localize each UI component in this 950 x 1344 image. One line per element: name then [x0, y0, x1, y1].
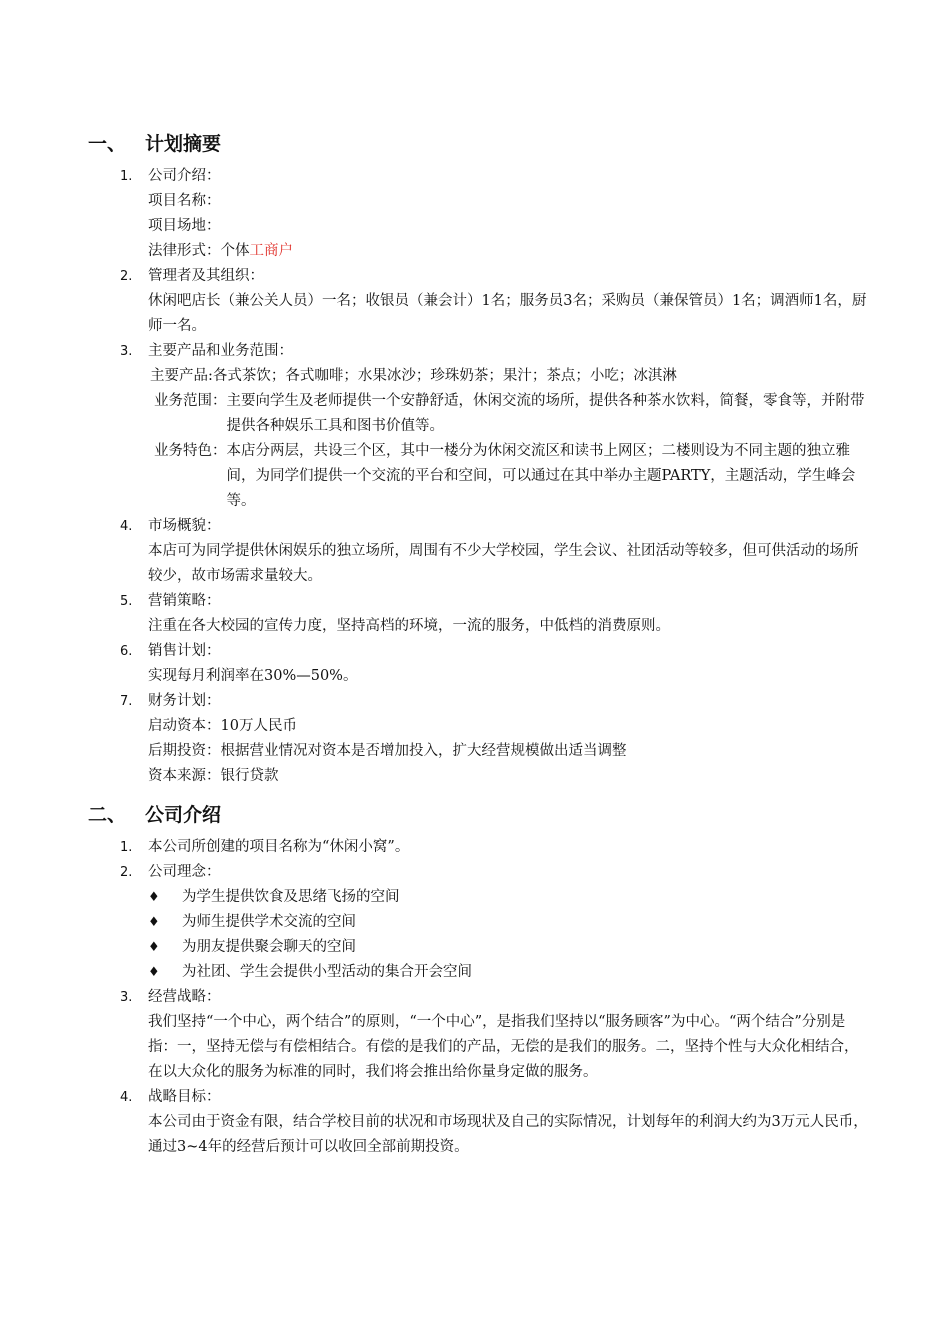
list-number: 4. — [120, 1090, 133, 1105]
list-item — [88, 835, 868, 860]
list-item-title: 营销策略： — [148, 593, 221, 609]
list-number: 2. — [120, 269, 133, 284]
section-1-heading — [88, 126, 868, 158]
legal-form-label: 法律形式：个体 — [148, 243, 250, 259]
paragraph: 资本来源：银行贷款 — [148, 768, 279, 784]
feature-text: 本店分两层，共设三个区，其中一楼分为休闲交流区和读书上网区；二楼则设为不同主题的独立雅间，为同学们提供一个交流的平台和空间，可以通过在其中举办主题PARTY，主题活动，学生峰会等。 — [226, 443, 856, 509]
paragraph: 我们坚持“一个中心，两个结合”的原则，“一个中心”，是指我们坚持以“服务顾客”为中心。“两个结合”分别是指：一，坚持无偿与有偿相结合。有偿的是我们的产品，无偿的是我们的服务。二，坚持个性与大众化相结合，在以大众化的服务为标准的同时，我们将会推出给你量身定做的服务。 — [148, 1014, 859, 1080]
list-number: 7. — [120, 694, 133, 709]
paragraph: 本店可为同学提供休闲娱乐的独立场所，周围有不少大学校园，学生会议、社团活动等较多，但可供活动的场所较少，故市场需求量较大。 — [148, 543, 859, 584]
list-item — [88, 689, 868, 714]
paragraph: 启动资本：10万人民币 — [148, 718, 297, 734]
feature-row — [154, 439, 868, 514]
paragraph: 实现每月利润率在30%—50%。 — [148, 668, 358, 684]
scope-label: 业务范围： — [154, 393, 227, 409]
paragraph — [148, 239, 868, 264]
products-row — [150, 364, 868, 389]
bullet-item — [148, 910, 868, 935]
diamond-bullet-icon: ♦ — [148, 915, 160, 930]
scope-row — [154, 389, 868, 439]
list-item — [88, 339, 868, 364]
diamond-bullet-icon: ♦ — [148, 965, 160, 980]
bullet-text: 为师生提供学术交流的空间 — [182, 914, 356, 930]
list-item-title: 公司理念： — [148, 864, 221, 880]
paragraph: 项目场地： — [148, 218, 221, 234]
list-item — [88, 514, 868, 539]
list-item-title: 公司介绍： — [148, 168, 221, 184]
section-title: 公司介绍 — [145, 803, 222, 826]
list-item-title: 本公司所创建的项目名称为“休闲小窝”。 — [148, 839, 410, 855]
list-item — [88, 860, 868, 885]
list-number: 3. — [120, 990, 133, 1005]
section-number: 二、 — [88, 803, 127, 826]
paragraph: 注重在各大校园的宣传力度，坚持高档的环境，一流的服务，中低档的消费原则。 — [148, 618, 670, 634]
section-2-heading — [88, 797, 868, 829]
list-item-title: 经营战略： — [148, 989, 221, 1005]
list-number: 3. — [120, 344, 133, 359]
bullet-text: 为朋友提供聚会聊天的空间 — [182, 939, 356, 955]
section-number: 一、 — [88, 132, 127, 155]
list-item — [88, 1085, 868, 1110]
paragraph: 休闲吧店长（兼公关人员）一名；收银员（兼会计）1名；服务员3名；采购员（兼保管员）1名；调酒师1名，厨师一名。 — [148, 293, 867, 334]
list-item-title: 管理者及其组织： — [148, 268, 264, 284]
list-item — [88, 264, 868, 289]
list-item-title: 销售计划： — [148, 643, 221, 659]
feature-label: 业务特色： — [154, 443, 227, 459]
section-title: 计划摘要 — [145, 132, 222, 155]
list-item — [88, 164, 868, 189]
list-number: 4. — [120, 519, 133, 534]
bullet-item — [148, 960, 868, 985]
document-content — [88, 126, 868, 1160]
list-number: 6. — [120, 644, 133, 659]
list-number: 1. — [120, 840, 133, 855]
paragraph: 本公司由于资金有限，结合学校目前的状况和市场现状及自己的实际情况，计划每年的利润大约为3万元人民币，通过3~4年的经营后预计可以收回全部前期投资。 — [148, 1114, 868, 1155]
bullet-text: 为社团、学生会提供小型活动的集合开会空间 — [182, 964, 472, 980]
bullet-item — [148, 885, 868, 910]
paragraph: 项目名称： — [148, 193, 221, 209]
list-number: 2. — [120, 865, 133, 880]
bullet-item — [148, 935, 868, 960]
list-number: 1. — [120, 169, 133, 184]
list-number: 5. — [120, 594, 133, 609]
list-item — [88, 589, 868, 614]
paragraph: 后期投资：根据营业情况对资本是否增加投入，扩大经营规模做出适当调整 — [148, 743, 627, 759]
bullet-text: 为学生提供饮食及思绪飞扬的空间 — [182, 889, 400, 905]
diamond-bullet-icon: ♦ — [148, 940, 160, 955]
products-text: 各式茶饮；各式咖啡；水果冰沙；珍珠奶茶；果汁；茶点；小吃；冰淇淋 — [212, 368, 677, 384]
list-item-title: 主要产品和业务范围： — [148, 343, 293, 359]
list-item-title: 财务计划： — [148, 693, 221, 709]
list-item — [88, 985, 868, 1010]
list-item-title: 战略目标： — [148, 1089, 221, 1105]
scope-text: 主要向学生及老师提供一个安静舒适，休闲交流的场所，提供各种茶水饮料，简餐，零食等，并附带提供各种娱乐工具和图书价值等。 — [226, 393, 865, 434]
diamond-bullet-icon: ♦ — [148, 890, 160, 905]
products-label: 主要产品: — [150, 368, 213, 384]
legal-form-highlight: 工商户 — [249, 243, 293, 259]
list-item-title: 市场概貌： — [148, 518, 221, 534]
list-item — [88, 639, 868, 664]
